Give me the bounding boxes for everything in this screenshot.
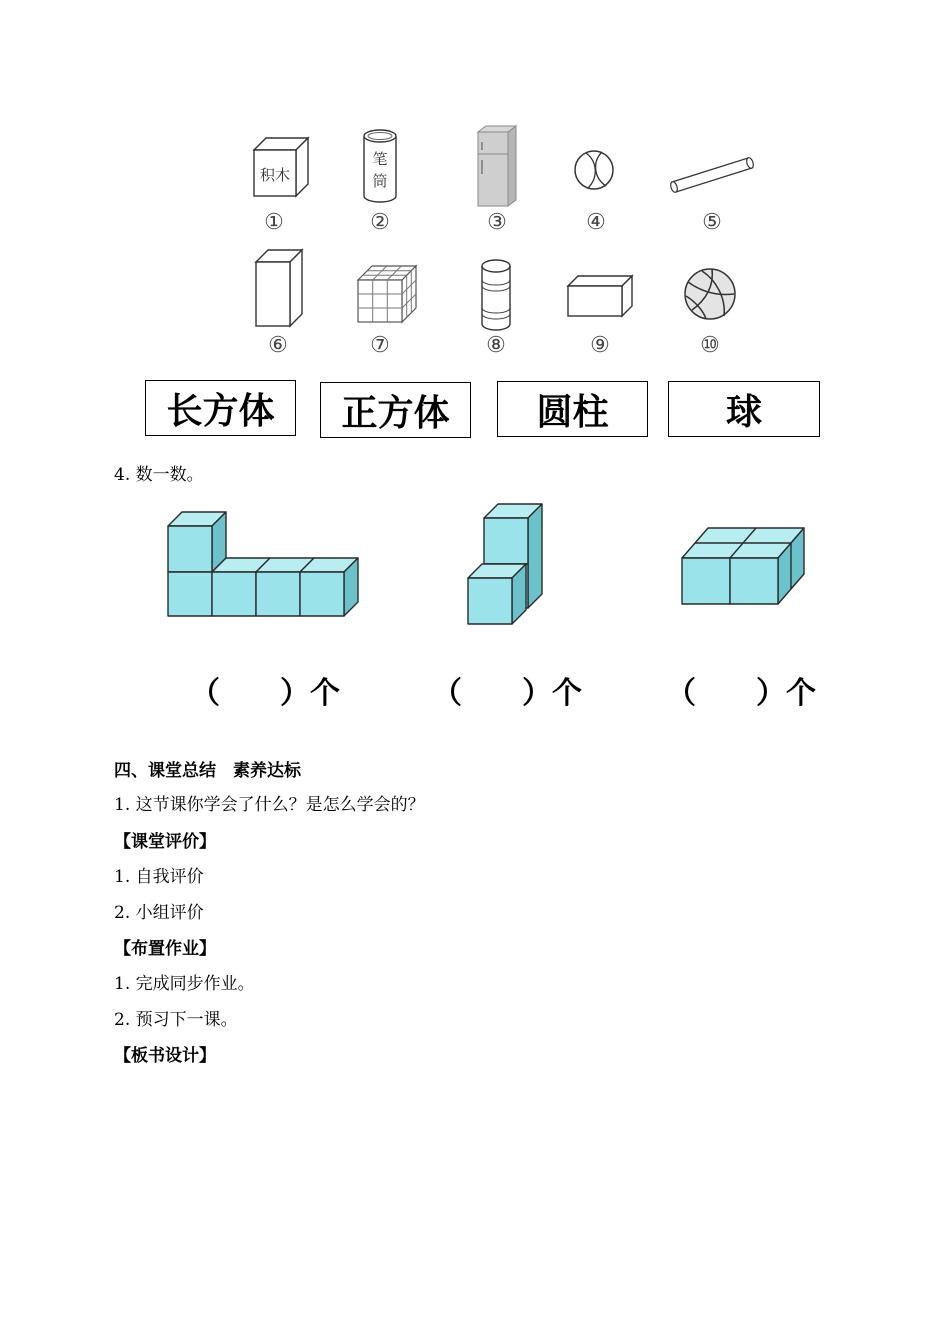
category-cylinder: 圆柱 [497,381,648,437]
homework-item-2: 2. 预习下一课。 [114,1010,238,1030]
homework-item-1: 1. 完成同步作业。 [114,974,255,994]
number-8: ⑧ [486,333,506,358]
pen-holder-icon [360,126,400,206]
cube-figure-2 [462,498,552,630]
refrigerator-icon [474,124,520,208]
number-6: ⑥ [268,333,288,358]
count-blank-1[interactable]: （ ）个 [190,676,340,711]
number-2: ② [370,210,390,235]
ball-icon [572,148,616,192]
number-5: ⑤ [702,210,722,235]
evaluation-title: 【课堂评价】 [114,832,216,852]
section-heading: 四、课堂总结 素养达标 [114,761,301,781]
number-4: ④ [586,210,606,235]
number-9: ⑨ [590,333,610,358]
number-7: ⑦ [370,333,390,358]
number-10: ⑩ [700,333,720,358]
evaluation-item-1: 1. 自我评价 [114,867,204,887]
pen-holder-text-2: 筒 [372,172,388,190]
cube-figure-1 [160,506,370,622]
rubiks-cube-icon [354,262,420,324]
number-1: ① [264,210,284,235]
homework-title: 【布置作业】 [114,939,216,959]
rod-icon [664,152,758,196]
block-cube-icon [250,134,312,200]
flat-cuboid-icon [564,272,636,320]
summary-question: 1. 这节课你学会了什么？是怎么学会的？ [114,795,425,815]
count-blank-3[interactable]: （ ）个 [666,676,816,711]
cube-figure-3 [676,524,810,608]
category-cube: 正方体 [320,382,471,438]
pen-holder-text-1: 笔 [372,150,388,168]
board-design-title: 【板书设计】 [114,1046,216,1066]
number-3: ③ [487,210,507,235]
count-blank-2[interactable]: （ ）个 [432,676,582,711]
can-icon [476,256,516,334]
tall-cuboid-icon [252,248,306,330]
evaluation-item-2: 2. 小组评价 [114,903,204,923]
question-4: 4. 数一数。 [114,465,204,485]
category-sphere: 球 [668,381,820,437]
block-text: 积木 [259,166,291,184]
category-cuboid: 长方体 [145,380,296,436]
basketball-icon [682,266,738,322]
